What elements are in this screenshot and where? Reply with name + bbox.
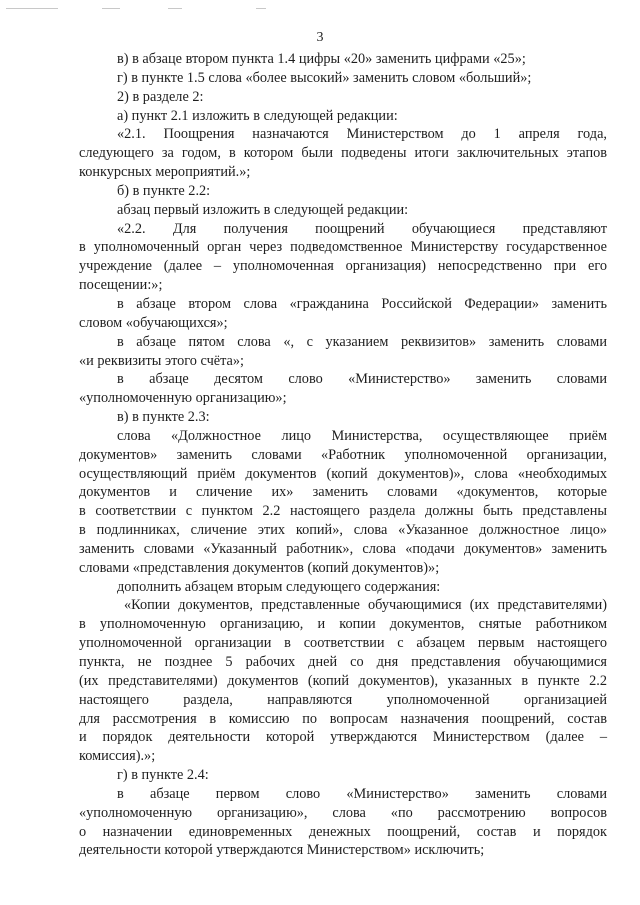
text-line: 2) в разделе 2: bbox=[117, 88, 204, 105]
text-line: комиссия).»; bbox=[79, 748, 156, 765]
text-line: «2.1. Поощрения назначаются Министерством до 1 апреля года, bbox=[117, 126, 607, 143]
scan-artifact bbox=[6, 8, 58, 9]
text-line: для рассмотрения в комиссию по вопросам назначения поощрений, состав bbox=[79, 710, 607, 727]
text-line: словами «представления документов (копий документов)»; bbox=[79, 559, 440, 576]
text-line: (их представителями) документов (копий документов), указанных в пункте 2.2 bbox=[79, 672, 607, 689]
text-line: абзац первый изложить в следующей редакции: bbox=[117, 201, 409, 218]
page-number: 3 bbox=[316, 30, 324, 45]
text-line: словом «обучающихся»; bbox=[79, 314, 228, 331]
text-line: заменить словами «Указанный работник», слова «подачи документов» заменить bbox=[79, 540, 607, 557]
text-line: учреждение (далее – уполномоченная организация) непосредственно при его bbox=[79, 258, 607, 275]
scan-artifact bbox=[102, 8, 120, 9]
text-line: в абзаце первом слово «Министерство» заменить словами bbox=[117, 785, 607, 802]
text-line: уполномоченной организации в соответствии с абзацем первым настоящего bbox=[79, 635, 607, 652]
text-line: в) в пункте 2.3: bbox=[117, 409, 210, 426]
text-line: «2.2. Для получения поощрений обучающиеся представляют bbox=[117, 220, 607, 237]
text-line: в подлинниках, сличение этих копий», слова «Указанное должностное лицо» bbox=[79, 522, 607, 539]
text-line: деятельности которой утверждаются Министерством» исключить; bbox=[79, 842, 485, 859]
text-line: б) в пункте 2.2: bbox=[117, 182, 211, 199]
text-line: и порядок деятельности которой утверждаются Министерством (далее – bbox=[79, 729, 607, 746]
text-line: в уполномоченный орган через подведомственное Министерству государственное bbox=[79, 239, 607, 256]
text-line: дополнить абзацем вторым следующего содержания: bbox=[117, 578, 441, 595]
text-line: осуществляющий приём документов (копий документов)», слова «необходимых bbox=[79, 465, 607, 482]
text-line: пункта, не позднее 5 рабочих дней со дня представления обучающимися bbox=[79, 654, 607, 670]
text-line: в абзаце втором слова «гражданина Российской Федерации» заменить bbox=[117, 295, 607, 312]
text-line: конкурсных мероприятий.»; bbox=[79, 164, 251, 181]
text-line: следующего за годом, в котором были подведены итоги заключительных этапов bbox=[79, 145, 607, 162]
text-line: документов» заменить словами «Работник уполномоченной организации, bbox=[79, 446, 607, 463]
text-line: г) в пункте 2.4: bbox=[117, 767, 209, 784]
text-line: настоящего раздела, направляются уполномоченной организацией bbox=[79, 691, 607, 708]
text-line: «Копии документов, представленные обучающимися (их представителями) bbox=[124, 597, 607, 614]
text-line: г) в пункте 1.5 слова «более высокий» заменить словом «больший»; bbox=[117, 69, 532, 86]
text-line: «и реквизиты этого счёта»; bbox=[79, 352, 245, 369]
text-line: в абзаце десятом слово «Министерство» заменить словами bbox=[117, 371, 607, 388]
text-line: документов и сличение их» заменить словами «документов, которые bbox=[79, 484, 607, 501]
scan-artifact bbox=[256, 8, 266, 9]
text-line: посещении:»; bbox=[79, 277, 163, 294]
text-line: в уполномоченную организацию, и копии документов, снятые работником bbox=[79, 616, 607, 633]
text-line: а) пункт 2.1 изложить в следующей редакции: bbox=[117, 107, 398, 124]
document-body bbox=[79, 50, 607, 860]
text-line: в абзаце пятом слова «, с указанием реквизитов» заменить словами bbox=[117, 333, 607, 350]
text-line: о назначении единовременных денежных поощрений, состав и порядок bbox=[79, 823, 607, 840]
text-line: «уполномоченную организацию»; bbox=[79, 390, 287, 407]
text-line: «уполномоченную организацию», слова «по рассмотрению вопросов bbox=[79, 804, 607, 821]
text-line: слова «Должностное лицо Министерства, осуществляющее приём bbox=[117, 427, 607, 444]
scan-artifact bbox=[168, 8, 182, 9]
text-line: в соответствии с пунктом 2.2 настоящего раздела должны быть представлены bbox=[79, 503, 607, 520]
text-line: в) в абзаце втором пункта 1.4 цифры «20» заменить цифрами «25»; bbox=[117, 51, 526, 67]
